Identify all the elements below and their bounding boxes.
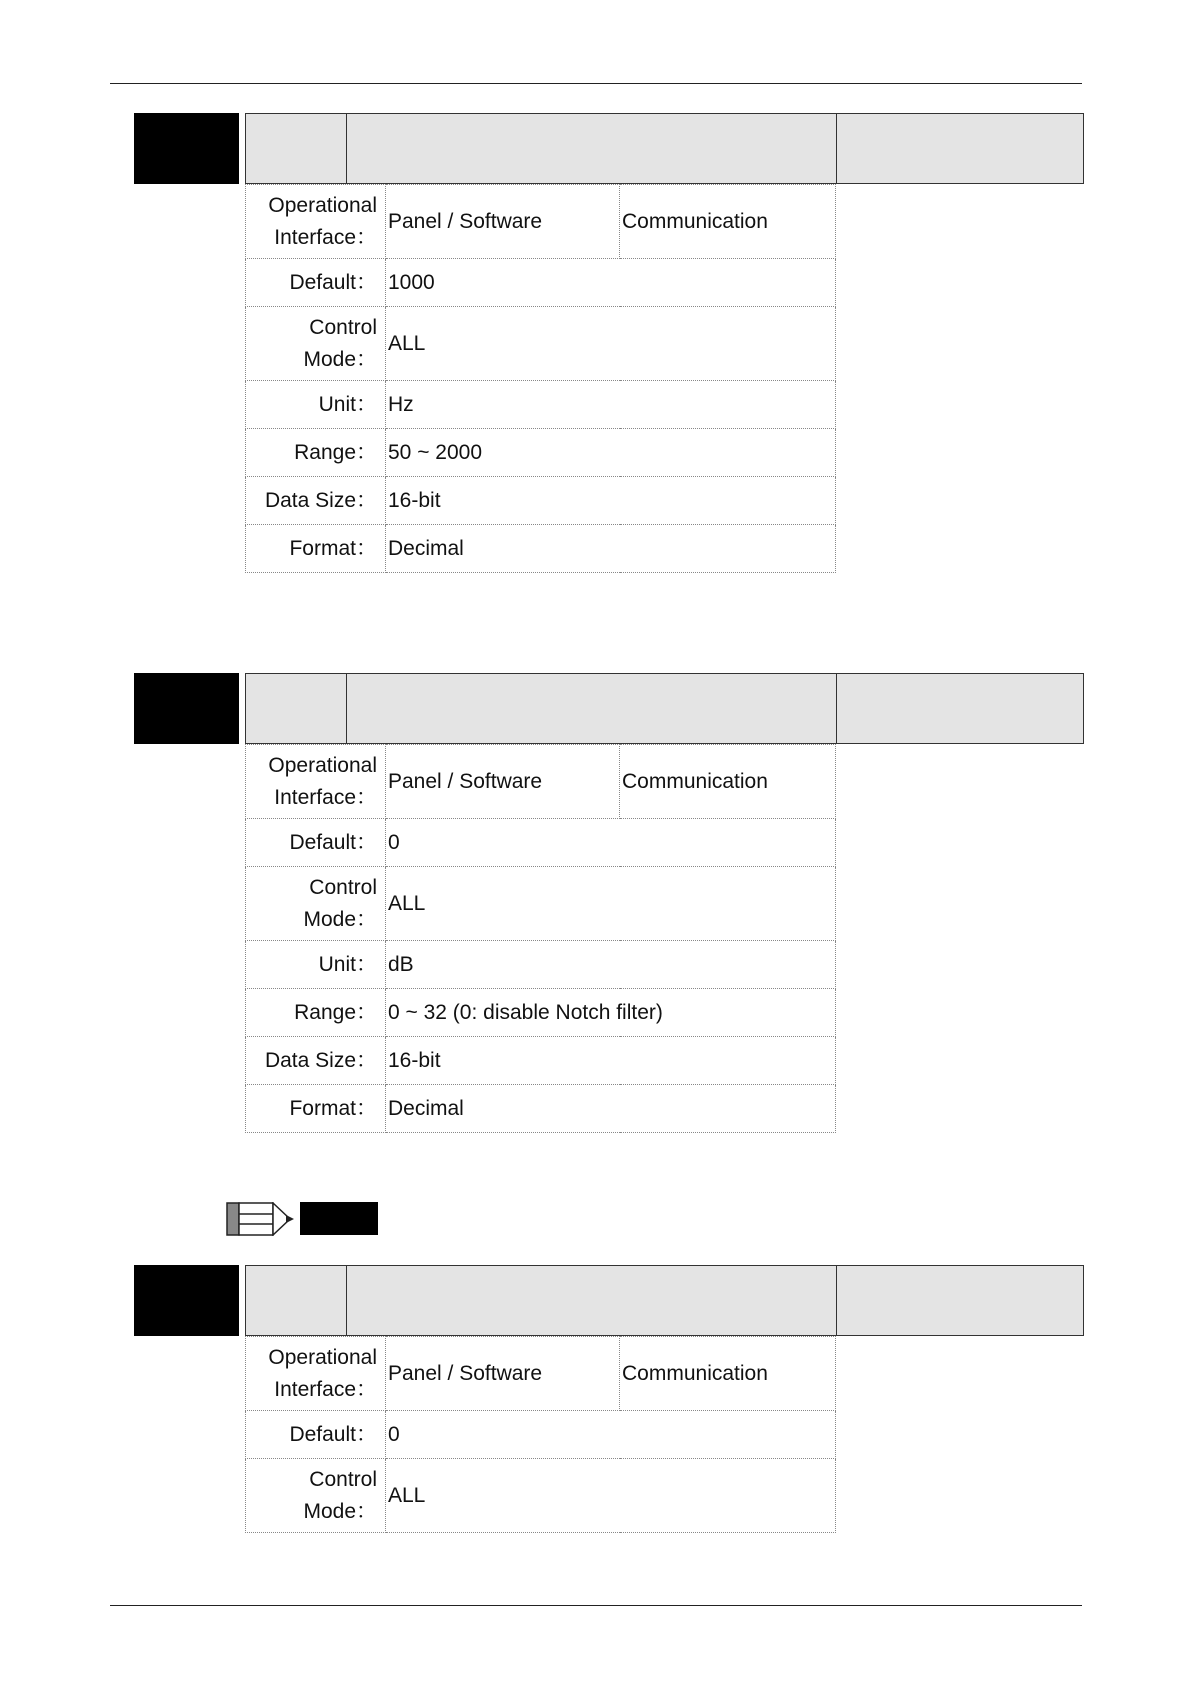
label-control-mode: Control Mode：	[246, 867, 386, 941]
label-control-mode: Control Mode：	[246, 1459, 386, 1533]
label-control-mode: Control Mode：	[246, 307, 386, 381]
value-interface-panel: Panel / Software	[386, 1337, 620, 1411]
row-control-mode	[246, 867, 836, 941]
label-unit: Unit：	[246, 941, 386, 989]
row-range	[246, 989, 836, 1037]
note-label-box	[300, 1202, 378, 1235]
parameter-header	[245, 113, 1084, 184]
value-default: 1000	[386, 259, 836, 307]
parameter-table	[245, 1336, 836, 1533]
label-operational-interface: Operational Interface：	[246, 1337, 386, 1411]
value-interface-communication: Communication	[620, 185, 836, 259]
pencil-icon	[226, 1202, 296, 1236]
parameter-code-tab	[134, 1265, 239, 1336]
value-default: 0	[386, 819, 836, 867]
value-unit: dB	[386, 941, 836, 989]
header-rule	[110, 83, 1082, 84]
label-default: Default：	[246, 1411, 386, 1459]
row-unit	[246, 941, 836, 989]
value-range: 0 ~ 32 (0: disable Notch filter)	[386, 989, 836, 1037]
value-control-mode: ALL	[386, 867, 836, 941]
note-marker	[226, 1200, 378, 1236]
row-default	[246, 1411, 836, 1459]
value-interface-communication: Communication	[620, 745, 836, 819]
row-unit	[246, 381, 836, 429]
header-cell-name	[347, 114, 837, 183]
value-interface-panel: Panel / Software	[386, 745, 620, 819]
row-control-mode	[246, 307, 836, 381]
row-operational-interface	[246, 1337, 836, 1411]
header-cell-address	[246, 114, 347, 183]
header-cell-address	[246, 674, 347, 743]
row-default	[246, 819, 836, 867]
value-default: 0	[386, 1411, 836, 1459]
parameter-header	[245, 1265, 1084, 1336]
row-data-size	[246, 1037, 836, 1085]
parameter-code-tab	[134, 673, 239, 744]
label-format: Format：	[246, 1085, 386, 1133]
row-format	[246, 1085, 836, 1133]
footer-rule	[110, 1605, 1082, 1606]
label-range: Range：	[246, 989, 386, 1037]
label-data-size: Data Size：	[246, 477, 386, 525]
header-cell-name	[347, 674, 837, 743]
label-data-size: Data Size：	[246, 1037, 386, 1085]
row-format	[246, 525, 836, 573]
header-cell-address	[246, 1266, 347, 1335]
header-cell-reference	[837, 114, 1083, 183]
label-default: Default：	[246, 819, 386, 867]
value-control-mode: ALL	[386, 1459, 836, 1533]
label-operational-interface: Operational Interface：	[246, 185, 386, 259]
value-data-size: 16-bit	[386, 1037, 836, 1085]
value-format: Decimal	[386, 525, 836, 573]
row-operational-interface	[246, 745, 836, 819]
row-default	[246, 259, 836, 307]
header-cell-reference	[837, 674, 1083, 743]
header-cell-reference	[837, 1266, 1083, 1335]
parameter-table	[245, 744, 836, 1133]
value-data-size: 16-bit	[386, 477, 836, 525]
value-format: Decimal	[386, 1085, 836, 1133]
row-data-size	[246, 477, 836, 525]
parameter-table	[245, 184, 836, 573]
value-range: 50 ~ 2000	[386, 429, 836, 477]
parameter-header	[245, 673, 1084, 744]
label-format: Format：	[246, 525, 386, 573]
row-operational-interface	[246, 185, 836, 259]
label-default: Default：	[246, 259, 386, 307]
value-control-mode: ALL	[386, 307, 836, 381]
row-range	[246, 429, 836, 477]
label-unit: Unit：	[246, 381, 386, 429]
value-interface-communication: Communication	[620, 1337, 836, 1411]
parameter-code-tab	[134, 113, 239, 184]
label-range: Range：	[246, 429, 386, 477]
value-unit: Hz	[386, 381, 836, 429]
label-operational-interface: Operational Interface：	[246, 745, 386, 819]
row-control-mode	[246, 1459, 836, 1533]
header-cell-name	[347, 1266, 837, 1335]
value-interface-panel: Panel / Software	[386, 185, 620, 259]
